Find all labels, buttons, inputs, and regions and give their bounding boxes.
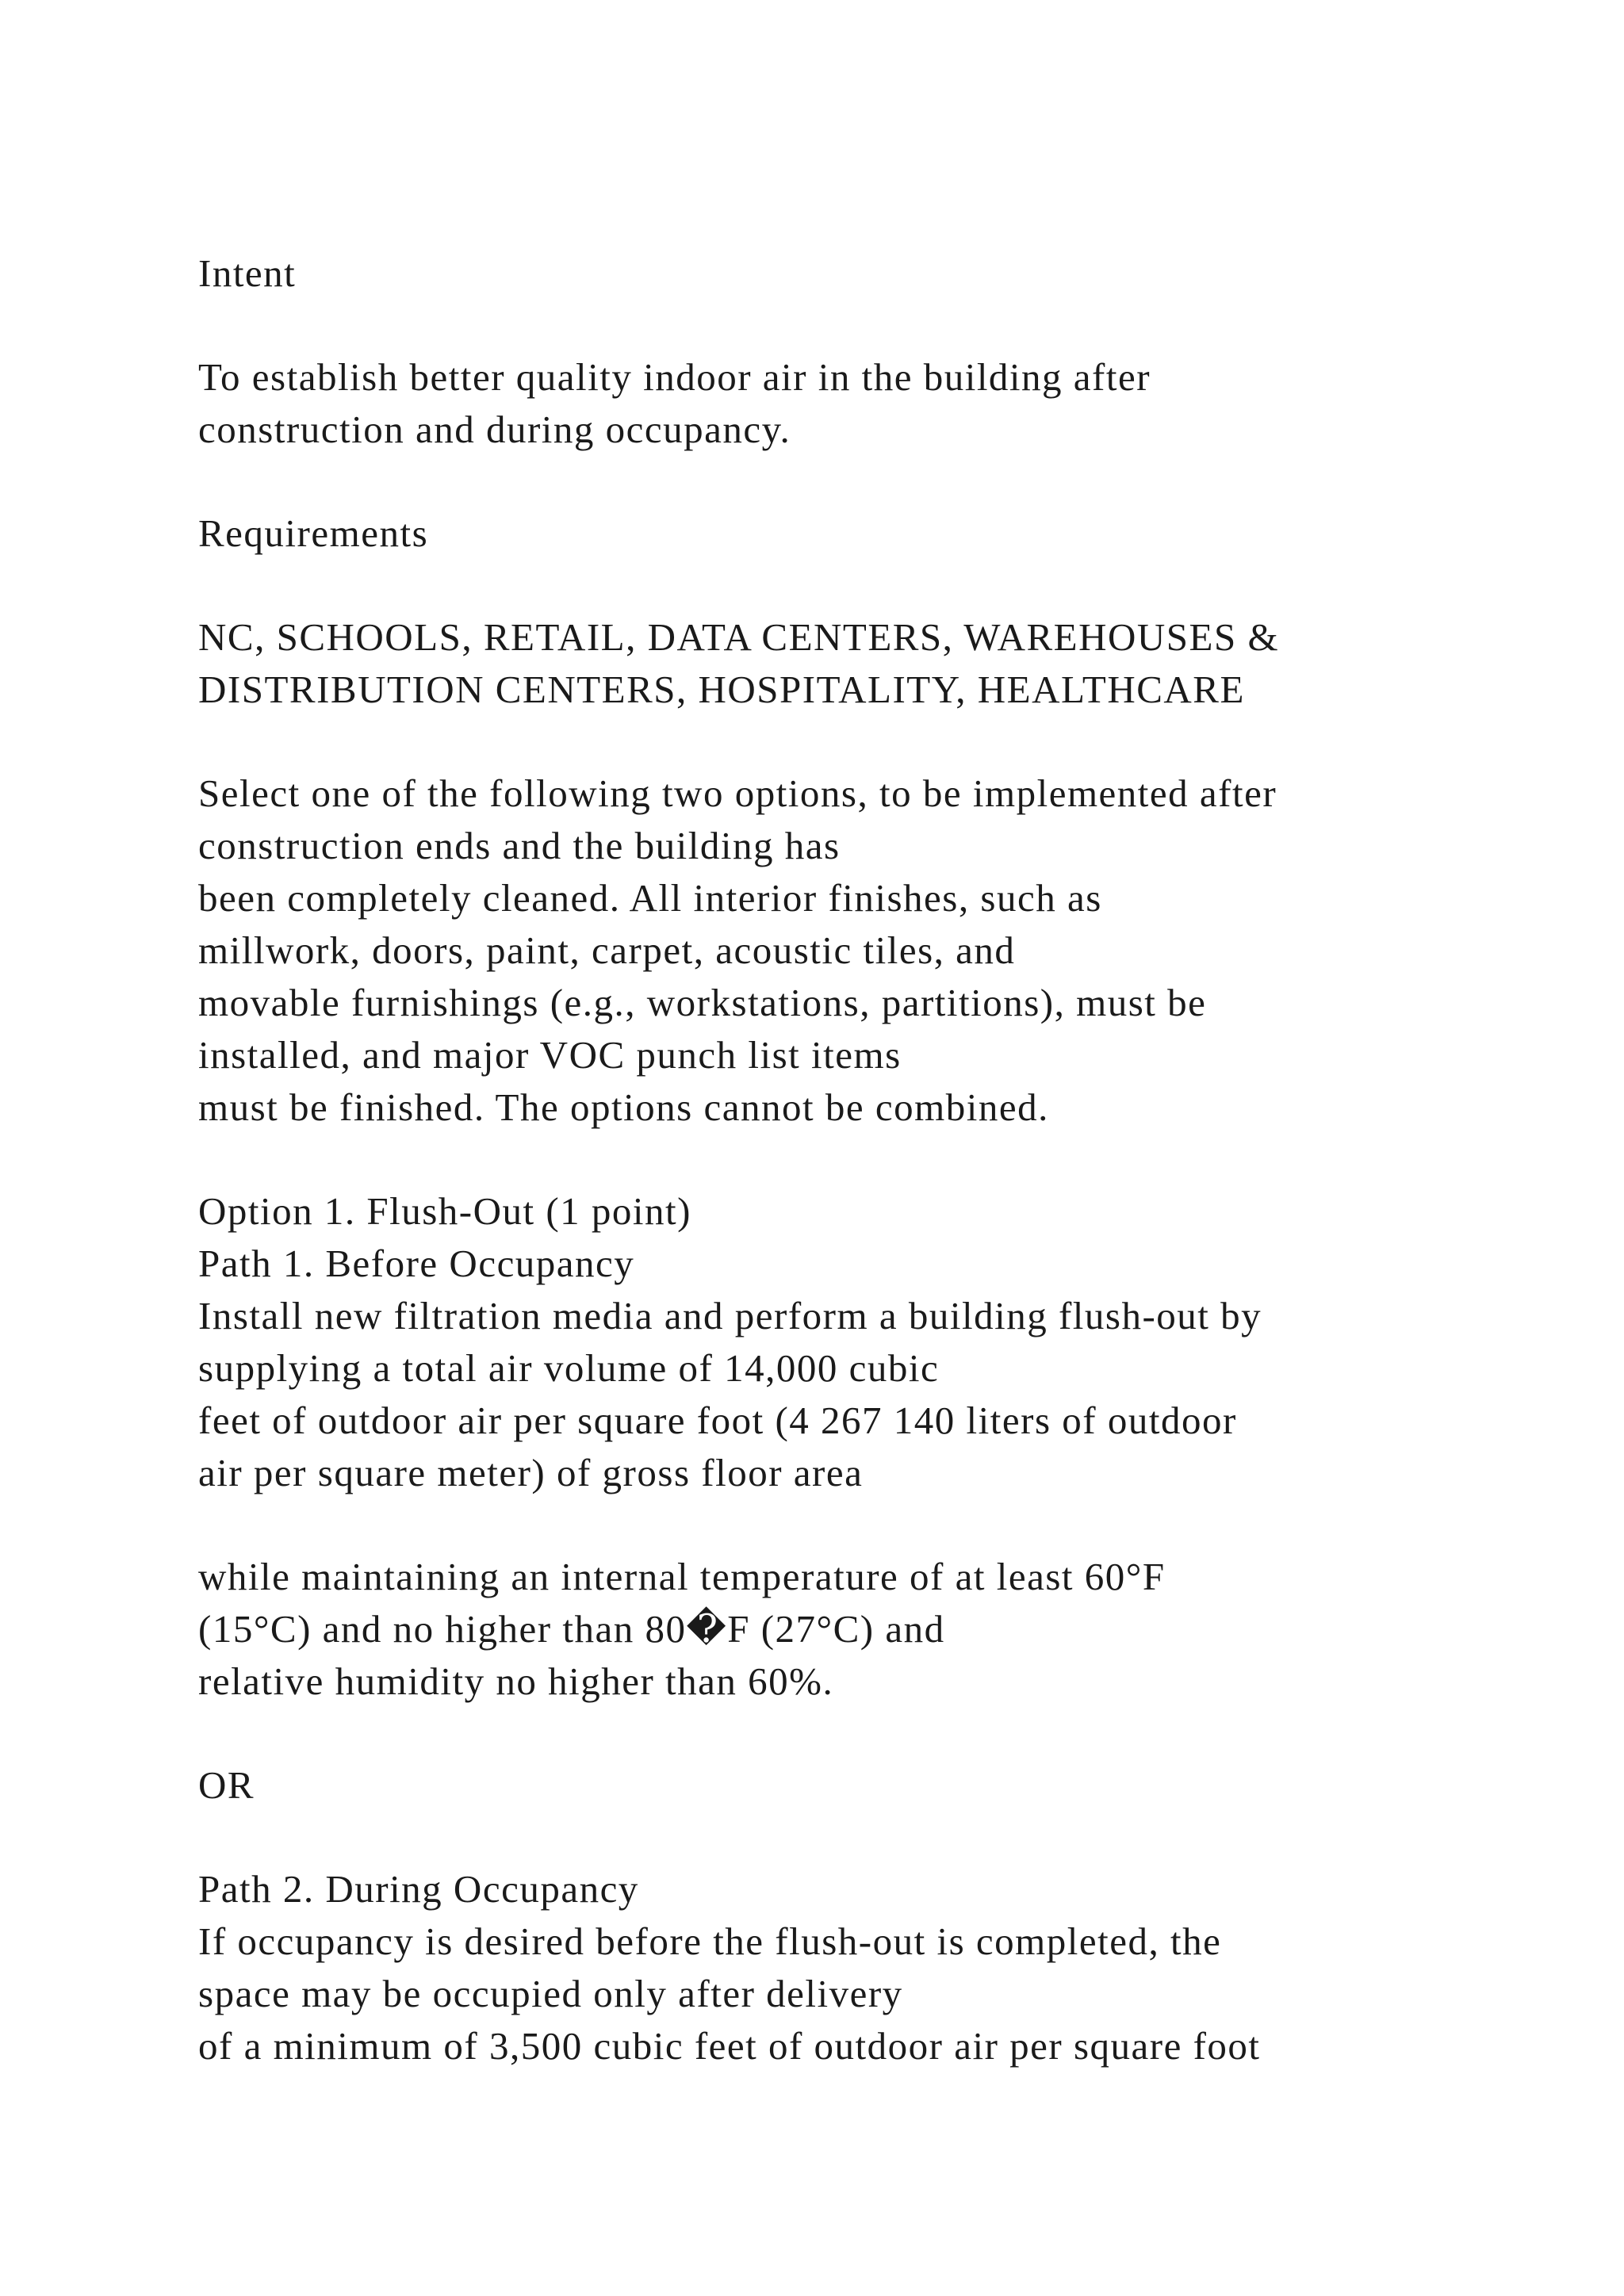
- text-line: To establish better quality indoor air in the building after: [198, 355, 1151, 399]
- text-line: of a minimum of 3,500 cubic feet of outdoor air per square foot: [198, 2024, 1261, 2068]
- option1-paragraph: [198, 1185, 1546, 1499]
- text-line: Path 1. Before Occupancy: [198, 1242, 635, 1285]
- intent-paragraph: [198, 351, 1546, 456]
- document-page: [198, 247, 1546, 2124]
- text-line: movable furnishings (e.g., workstations, partitions), must be: [198, 981, 1207, 1024]
- text-line: supplying a total air volume of 14,000 cubic: [198, 1346, 940, 1390]
- temperature-paragraph: [198, 1551, 1546, 1708]
- path2-paragraph: [198, 1863, 1546, 2072]
- text-line: been completely cleaned. All interior finishes, such as: [198, 876, 1102, 920]
- intent-heading: Intent: [198, 251, 297, 295]
- or-separator: OR: [198, 1763, 255, 1807]
- text-line: DISTRIBUTION CENTERS, HOSPITALITY, HEALTHCARE: [198, 668, 1245, 711]
- text-line: installed, and major VOC punch list items: [198, 1033, 902, 1077]
- text-line: Install new filtration media and perform a building flush-out by: [198, 1294, 1262, 1337]
- text-line: air per square meter) of gross floor area: [198, 1451, 864, 1494]
- text-line: Select one of the following two options, to be implemented after: [198, 771, 1277, 815]
- text-line: construction ends and the building has: [198, 824, 841, 867]
- text-line: construction and during occupancy.: [198, 408, 791, 451]
- text-line: (15°C) and no higher than 80�F (27°C) and: [198, 1607, 945, 1651]
- applicability-paragraph: [198, 611, 1546, 716]
- text-line: must be finished. The options cannot be combined.: [198, 1085, 1049, 1129]
- requirements-heading: Requirements: [198, 511, 429, 555]
- selection-paragraph: [198, 767, 1546, 1134]
- text-line: relative humidity no higher than 60%.: [198, 1659, 834, 1703]
- text-line: feet of outdoor air per square foot (4 267 140 liters of outdoor: [198, 1399, 1237, 1442]
- text-line: If occupancy is desired before the flush-out is completed, the: [198, 1919, 1222, 1963]
- text-line: millwork, doors, paint, carpet, acoustic tiles, and: [198, 928, 1016, 972]
- text-line: space may be occupied only after delivery: [198, 1972, 903, 2015]
- text-line: Path 2. During Occupancy: [198, 1867, 639, 1911]
- text-line: NC, SCHOOLS, RETAIL, DATA CENTERS, WAREHOUSES &: [198, 615, 1280, 659]
- text-line: Option 1. Flush-Out (1 point): [198, 1189, 691, 1233]
- text-line: while maintaining an internal temperature of at least 60°F: [198, 1555, 1166, 1598]
